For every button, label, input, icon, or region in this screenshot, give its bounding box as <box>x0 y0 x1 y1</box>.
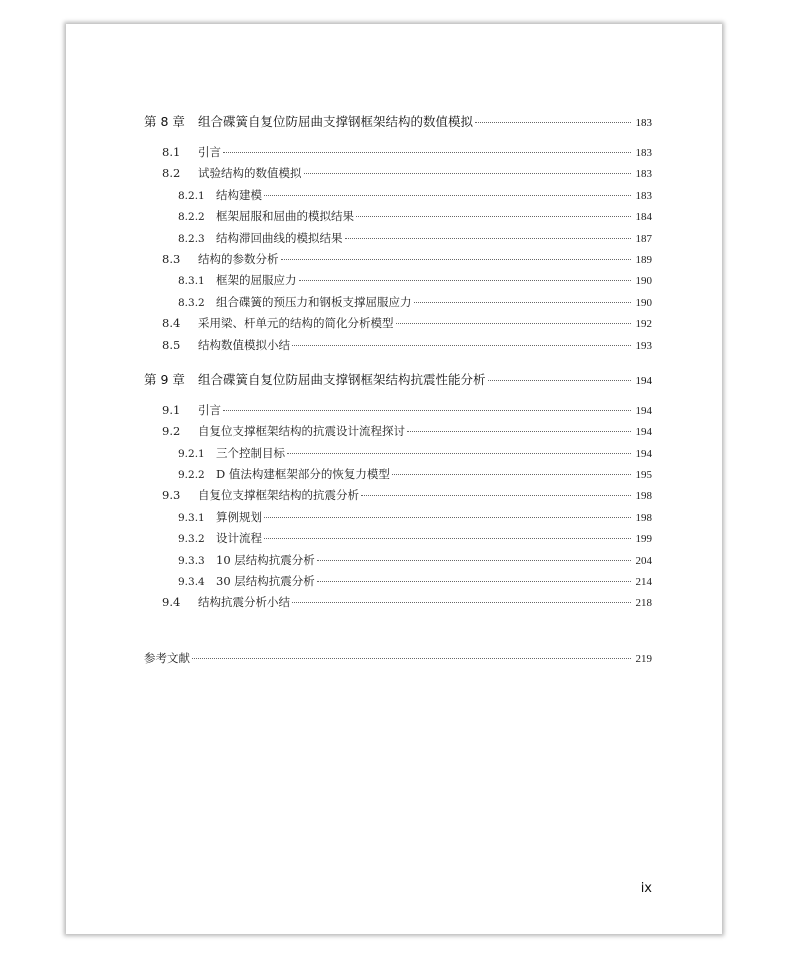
toc-chapter-heading[interactable] <box>144 368 652 391</box>
dot-leader <box>223 410 631 411</box>
dot-leader <box>264 517 631 518</box>
page-number: 183 <box>635 168 652 181</box>
section-number: 8.4 <box>162 316 181 331</box>
toc-section-entry[interactable] <box>144 313 652 334</box>
page-number: 192 <box>635 318 652 331</box>
page-number: 183 <box>635 147 652 159</box>
toc-subsection-entry[interactable] <box>144 571 652 592</box>
dot-leader <box>304 173 632 174</box>
chapter-number: 第 8 章 <box>144 114 185 129</box>
subsection-title: 结构滞回曲线的模拟结果 <box>216 230 343 245</box>
toc-subsection-entry[interactable] <box>144 464 652 485</box>
section-title: 结构抗震分析小结 <box>198 595 290 610</box>
page-number: 194 <box>635 404 652 417</box>
dot-leader <box>356 216 631 217</box>
toc-section-entry[interactable] <box>144 421 652 442</box>
references-title: 参考文献 <box>144 650 190 665</box>
chapter-number: 第 9 章 <box>144 371 185 387</box>
section-number: 9.1 <box>162 402 181 417</box>
toc-section-entry[interactable] <box>144 163 652 184</box>
subsection-title: D 值法构建框架部分的恢复力模型 <box>216 467 390 482</box>
page-number: 194 <box>635 374 652 387</box>
page-number: 198 <box>635 490 652 503</box>
toc-subsection-entry[interactable] <box>144 443 652 464</box>
dot-leader <box>299 280 632 281</box>
page-number: 183 <box>635 117 652 129</box>
subsection-title: 组合碟簧的预压力和钢板支撑屈服应力 <box>216 294 412 309</box>
page-folio: ix <box>640 881 652 896</box>
subsection-title: 框架的屈服应力 <box>216 273 297 288</box>
subsection-number: 8.2.1 <box>178 189 205 202</box>
section-title: 自复位支撑框架结构的抗震设计流程探讨 <box>198 424 405 439</box>
toc-subsection-entry[interactable] <box>144 507 652 528</box>
section-title: 引言 <box>198 402 221 417</box>
page-number: 198 <box>635 511 652 524</box>
dot-leader <box>292 345 631 346</box>
dot-leader <box>414 302 632 303</box>
subsection-number: 9.3.3 <box>178 554 205 567</box>
section-title: 试验结构的数值模拟 <box>198 166 302 181</box>
dot-leader <box>287 453 631 454</box>
toc-section-entry[interactable] <box>144 335 652 356</box>
section-number: 9.4 <box>162 595 181 610</box>
toc-section-entry[interactable] <box>144 400 652 421</box>
subsection-number: 8.2.3 <box>178 232 205 245</box>
subsection-number: 9.3.1 <box>178 511 205 524</box>
page-number: 204 <box>635 554 652 567</box>
toc-subsection-entry[interactable] <box>144 228 652 249</box>
section-number: 9.3 <box>162 488 181 503</box>
page-number: 218 <box>635 597 652 610</box>
section-title: 自复位支撑框架结构的抗震分析 <box>198 488 359 503</box>
page-number: 199 <box>635 533 652 546</box>
spacer <box>144 356 652 368</box>
dot-leader <box>264 195 631 196</box>
toc-subsection-entry[interactable] <box>144 185 652 206</box>
dot-leader <box>264 538 631 539</box>
toc-subsection-entry[interactable] <box>144 292 652 313</box>
dot-leader <box>396 323 632 324</box>
toc-references-entry[interactable] <box>144 648 652 669</box>
chapter-title: 组合碟簧自复位防屈曲支撑钢框架结构抗震性能分析 <box>198 371 486 387</box>
subsection-title: 30 层结构抗震分析 <box>216 574 315 589</box>
section-title: 结构数值模拟小结 <box>198 337 290 352</box>
subsection-title: 结构建模 <box>216 187 262 202</box>
section-title: 引言 <box>198 145 221 159</box>
page-number: 193 <box>635 339 652 352</box>
page-number: 187 <box>635 232 652 245</box>
section-number: 8.1 <box>162 145 181 159</box>
dot-leader <box>361 495 631 496</box>
subsection-title: 10 层结构抗震分析 <box>216 552 315 567</box>
toc-section-entry[interactable] <box>144 592 652 613</box>
dot-leader <box>192 658 631 659</box>
subsection-number: 8.3.2 <box>178 296 205 309</box>
page-number: 183 <box>635 189 652 202</box>
dot-leader <box>292 602 631 603</box>
toc-section-entry[interactable] <box>144 485 652 506</box>
subsection-number: 8.3.1 <box>178 275 205 288</box>
subsection-title: 算例规划 <box>216 509 262 524</box>
subsection-number: 8.2.2 <box>178 211 205 224</box>
section-number: 8.3 <box>162 251 181 266</box>
section-title: 结构的参数分析 <box>198 251 279 266</box>
page-number: 219 <box>635 652 652 665</box>
section-number: 9.2 <box>162 424 181 439</box>
table-of-contents <box>144 110 652 669</box>
toc-subsection-entry[interactable] <box>144 270 652 291</box>
dot-leader <box>281 259 632 260</box>
subsection-title: 三个控制目标 <box>216 445 285 460</box>
toc-chapter-heading[interactable] <box>144 110 652 133</box>
toc-subsection-entry[interactable] <box>144 206 652 227</box>
toc-subsection-entry[interactable] <box>144 550 652 571</box>
subsection-title: 框架屈服和屈曲的模拟结果 <box>216 209 354 224</box>
page-number: 190 <box>635 296 652 309</box>
toc-section-entry[interactable] <box>144 249 652 270</box>
page-number: 194 <box>635 426 652 439</box>
page-number: 184 <box>635 211 652 224</box>
toc-section-entry[interactable] <box>144 142 652 163</box>
subsection-number: 9.2.1 <box>178 447 205 460</box>
dot-leader <box>317 581 631 582</box>
spacer <box>144 614 652 648</box>
subsection-number: 9.3.2 <box>178 533 205 546</box>
toc-subsection-entry[interactable] <box>144 528 652 549</box>
page-number: 214 <box>635 576 652 589</box>
dot-leader <box>407 431 631 432</box>
page-number: 189 <box>635 253 652 266</box>
section-number: 8.2 <box>162 166 181 181</box>
dot-leader <box>345 238 632 239</box>
page-number: 195 <box>635 469 652 482</box>
section-title: 采用梁、杆单元的结构的简化分析模型 <box>198 316 394 331</box>
dot-leader <box>475 122 631 123</box>
section-number: 8.5 <box>162 337 181 352</box>
dot-leader <box>392 474 631 475</box>
subsection-title: 设计流程 <box>216 531 262 546</box>
dot-leader <box>223 152 631 153</box>
dot-leader <box>317 560 631 561</box>
dot-leader <box>488 380 631 381</box>
book-page <box>66 24 722 934</box>
subsection-number: 9.2.2 <box>178 469 205 482</box>
page-number: 194 <box>635 447 652 460</box>
chapter-title: 组合碟簧自复位防屈曲支撑钢框架结构的数值模拟 <box>198 114 474 129</box>
subsection-number: 9.3.4 <box>178 576 205 589</box>
page-number: 190 <box>635 275 652 288</box>
